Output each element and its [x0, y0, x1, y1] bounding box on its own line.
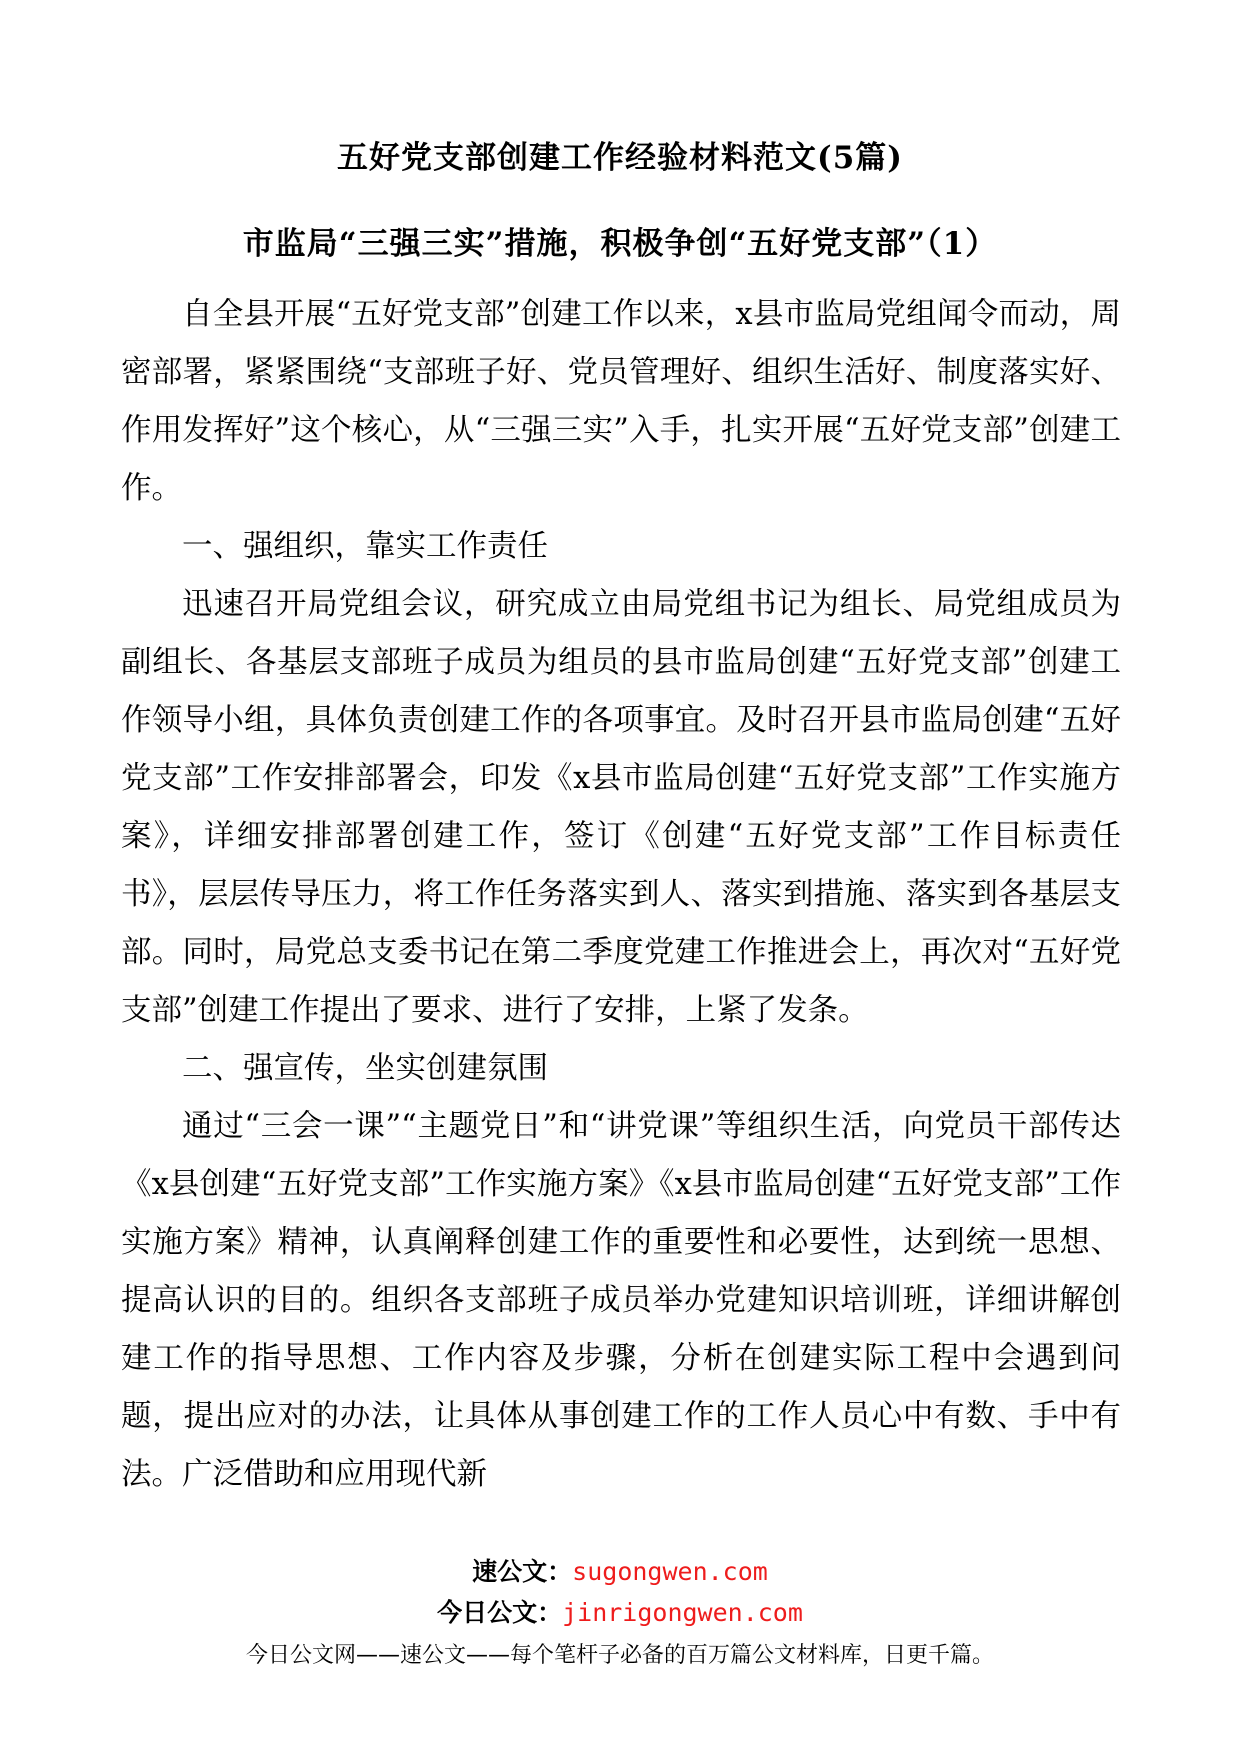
section-title: 市监局“三强三实”措施，积极争创“五好党支部”（1）: [242, 226, 998, 262]
footer-site-2: [0, 1595, 1240, 1631]
body-paragraph: 通过“三会一课”“主题党日”和“讲党课”等组织生活，向党员干部传达《x县创建“五好党支部”工作实施方案》《x县市监局创建“五好党支部”工作实施方案》精神，认真阐释创建工作的重要性和必要性，达到统一思想、提高认识的目的。组织各支部班子成员举办党建知识培训班，详细讲解创建工作的指导思想、工作内容及步骤，分析在创建实际工程中会遇到问题，提出应对的办法，让具体从事创建工作的工作人员心中有数、手中有法。广泛借助和应用现代新: [121, 1109, 1121, 1492]
document-title: 五好党支部创建工作经验材料范文(5篇): [337, 140, 903, 176]
footer-tagline: 今日公文网——速公文——每个笔杆子必备的百万篇公文材料库，日更千篇。: [245, 1643, 994, 1668]
footer-site-1: [0, 1554, 1240, 1590]
heading-one: 一、强组织，靠实工作责任: [182, 529, 548, 564]
body-paragraph: 迅速召开局党组会议，研究成立由局党组书记为组长、局党组成员为副组长、各基层支部班子成员为组员的县市监局创建“五好党支部”创建工作领导小组，具体负责创建工作的各项事宜。及时召开县市监局创建“五好党支部”工作安排部署会，印发《x县市监局创建“五好党支部”工作实施方案》，详细安排部署创建工作，签订《创建“五好党支部”工作目标责任书》，层层传导压力，将工作任务落实到人、落实到措施、落实到各基层支部。同时，局党总支委书记在第二季度党建工作推进会上，再次对“五好党支部”创建工作提出了要求、进行了安排，上紧了发条。: [121, 587, 1121, 1028]
footer-link-jinrigongwen[interactable]: jinrigongwen.com: [562, 1598, 803, 1627]
footer-link-sugongwen[interactable]: sugongwen.com: [572, 1557, 768, 1586]
document-body: [121, 286, 1121, 1504]
intro-paragraph: 自全县开展“五好党支部”创建工作以来，x县市监局党组闻令而动，周密部署，紧紧围绕“支部班子好、党员管理好、组织生活好、制度落实好、作用发挥好”这个核心，从“三强三实”入手，扎实开展“五好党支部”创建工作。: [121, 297, 1121, 506]
heading-two: 二、强宣传，坐实创建氛围: [182, 1051, 548, 1086]
footer-label-2: 今日公文：: [437, 1598, 563, 1627]
footer-label-1: 速公文：: [472, 1557, 573, 1586]
